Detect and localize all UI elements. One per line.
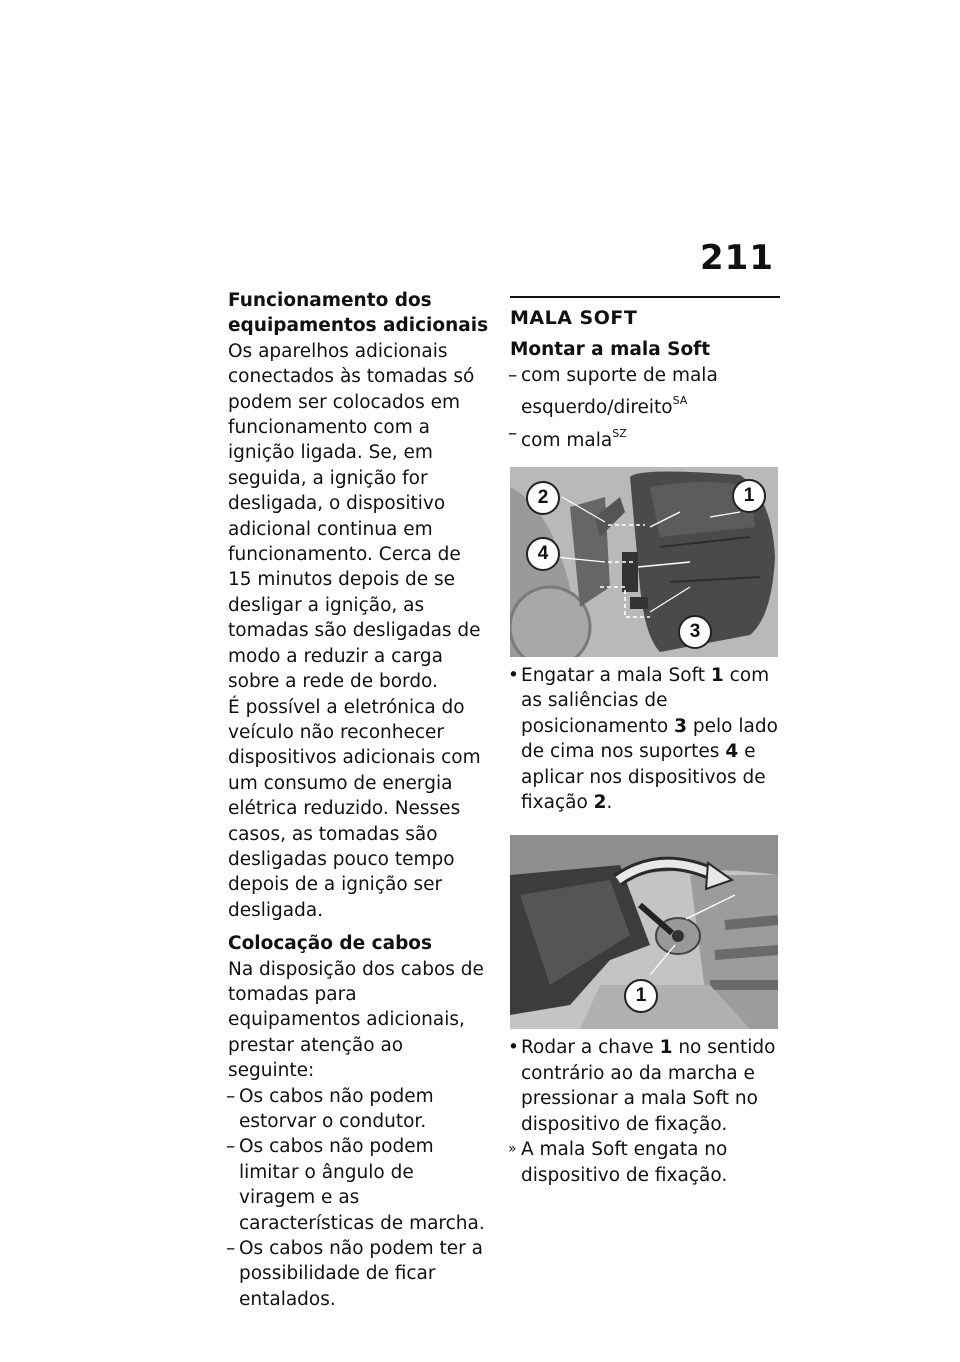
heading-equipment-operation: Funcionamento dos equipamentos adicionais: [228, 290, 489, 337]
right-column: [510, 290, 780, 1188]
paragraph-cable-intro: Na disposição dos cabos de tomadas para equipamentos adicionais, prestar atenção ao seguinte:: [228, 958, 484, 1082]
callout-1: 1: [732, 479, 766, 513]
list-item: – com mala$^{SZ}$: [510, 421, 780, 453]
option-code-sz: SZ: [612, 426, 627, 440]
list-item: • Engatar a mala Soft 1 com as saliências de posicionamento 3 pelo lado de cima nos suportes 4 e aplicar nos dispositivos de fixação 2.: [508, 665, 778, 814]
subheading-mount: Montar a mala Soft: [510, 339, 711, 361]
section-divider: [510, 296, 780, 298]
callout-3: 3: [678, 615, 712, 649]
list-item: – com suporte de mala esquerdo/direito$^{SA}$: [510, 363, 780, 421]
callout-2: 2: [526, 481, 560, 515]
callout-1: 1: [624, 979, 658, 1013]
paragraph-electronics: É possível a eletrónica do veículo não reconhecer dispositivos adicionais com um consumo de energia elétrica reduzido. Nesses casos, as tomadas são desligadas pouco tempo depois de a ignição ser desligada.: [228, 696, 481, 921]
paragraph-operation: Os aparelhos adicionais conectados às tomadas só podem ser colocados em funcionamento com a ignição ligada. Se, em seguida, a ignição for desligada, o dispositivo adicional continua em funcionamento. Cerca de 15 minutos depois de se desligar a ignição, as tomadas são desligadas de modo a reduzir a carga sobre a rede de bordo.: [228, 340, 481, 693]
list-item-result: » A mala Soft engata no dispositivo de fixação.: [508, 1139, 728, 1186]
step-list-1: [510, 663, 780, 815]
list-item: • Rodar a chave 1 no sentido contrário ao da marcha e pressionar a mala Soft no dispositivo de fixação.: [508, 1037, 776, 1135]
list-item: – Os cabos não podem estorvar o condutor.: [228, 1084, 490, 1135]
left-column: [228, 288, 490, 1312]
page-number: 211: [700, 238, 774, 278]
requirements-list: [510, 363, 780, 453]
list-item: – Os cabos não podem ter a possibilidade de ficar entalados.: [228, 1236, 490, 1312]
figure-case-mounting: [510, 467, 778, 657]
step-list-2: [510, 1035, 780, 1187]
list-item: – Os cabos não podem limitar o ângulo de viragem e as características de marcha.: [228, 1134, 490, 1236]
figure-key-turn: [510, 835, 778, 1029]
cable-rules-list: [228, 1084, 490, 1313]
callout-4: 4: [526, 537, 560, 571]
option-code-sa: SA: [672, 394, 688, 408]
heading-cable-routing: Colocação de cabos: [228, 933, 433, 955]
section-title: MALA SOFT: [510, 307, 638, 329]
